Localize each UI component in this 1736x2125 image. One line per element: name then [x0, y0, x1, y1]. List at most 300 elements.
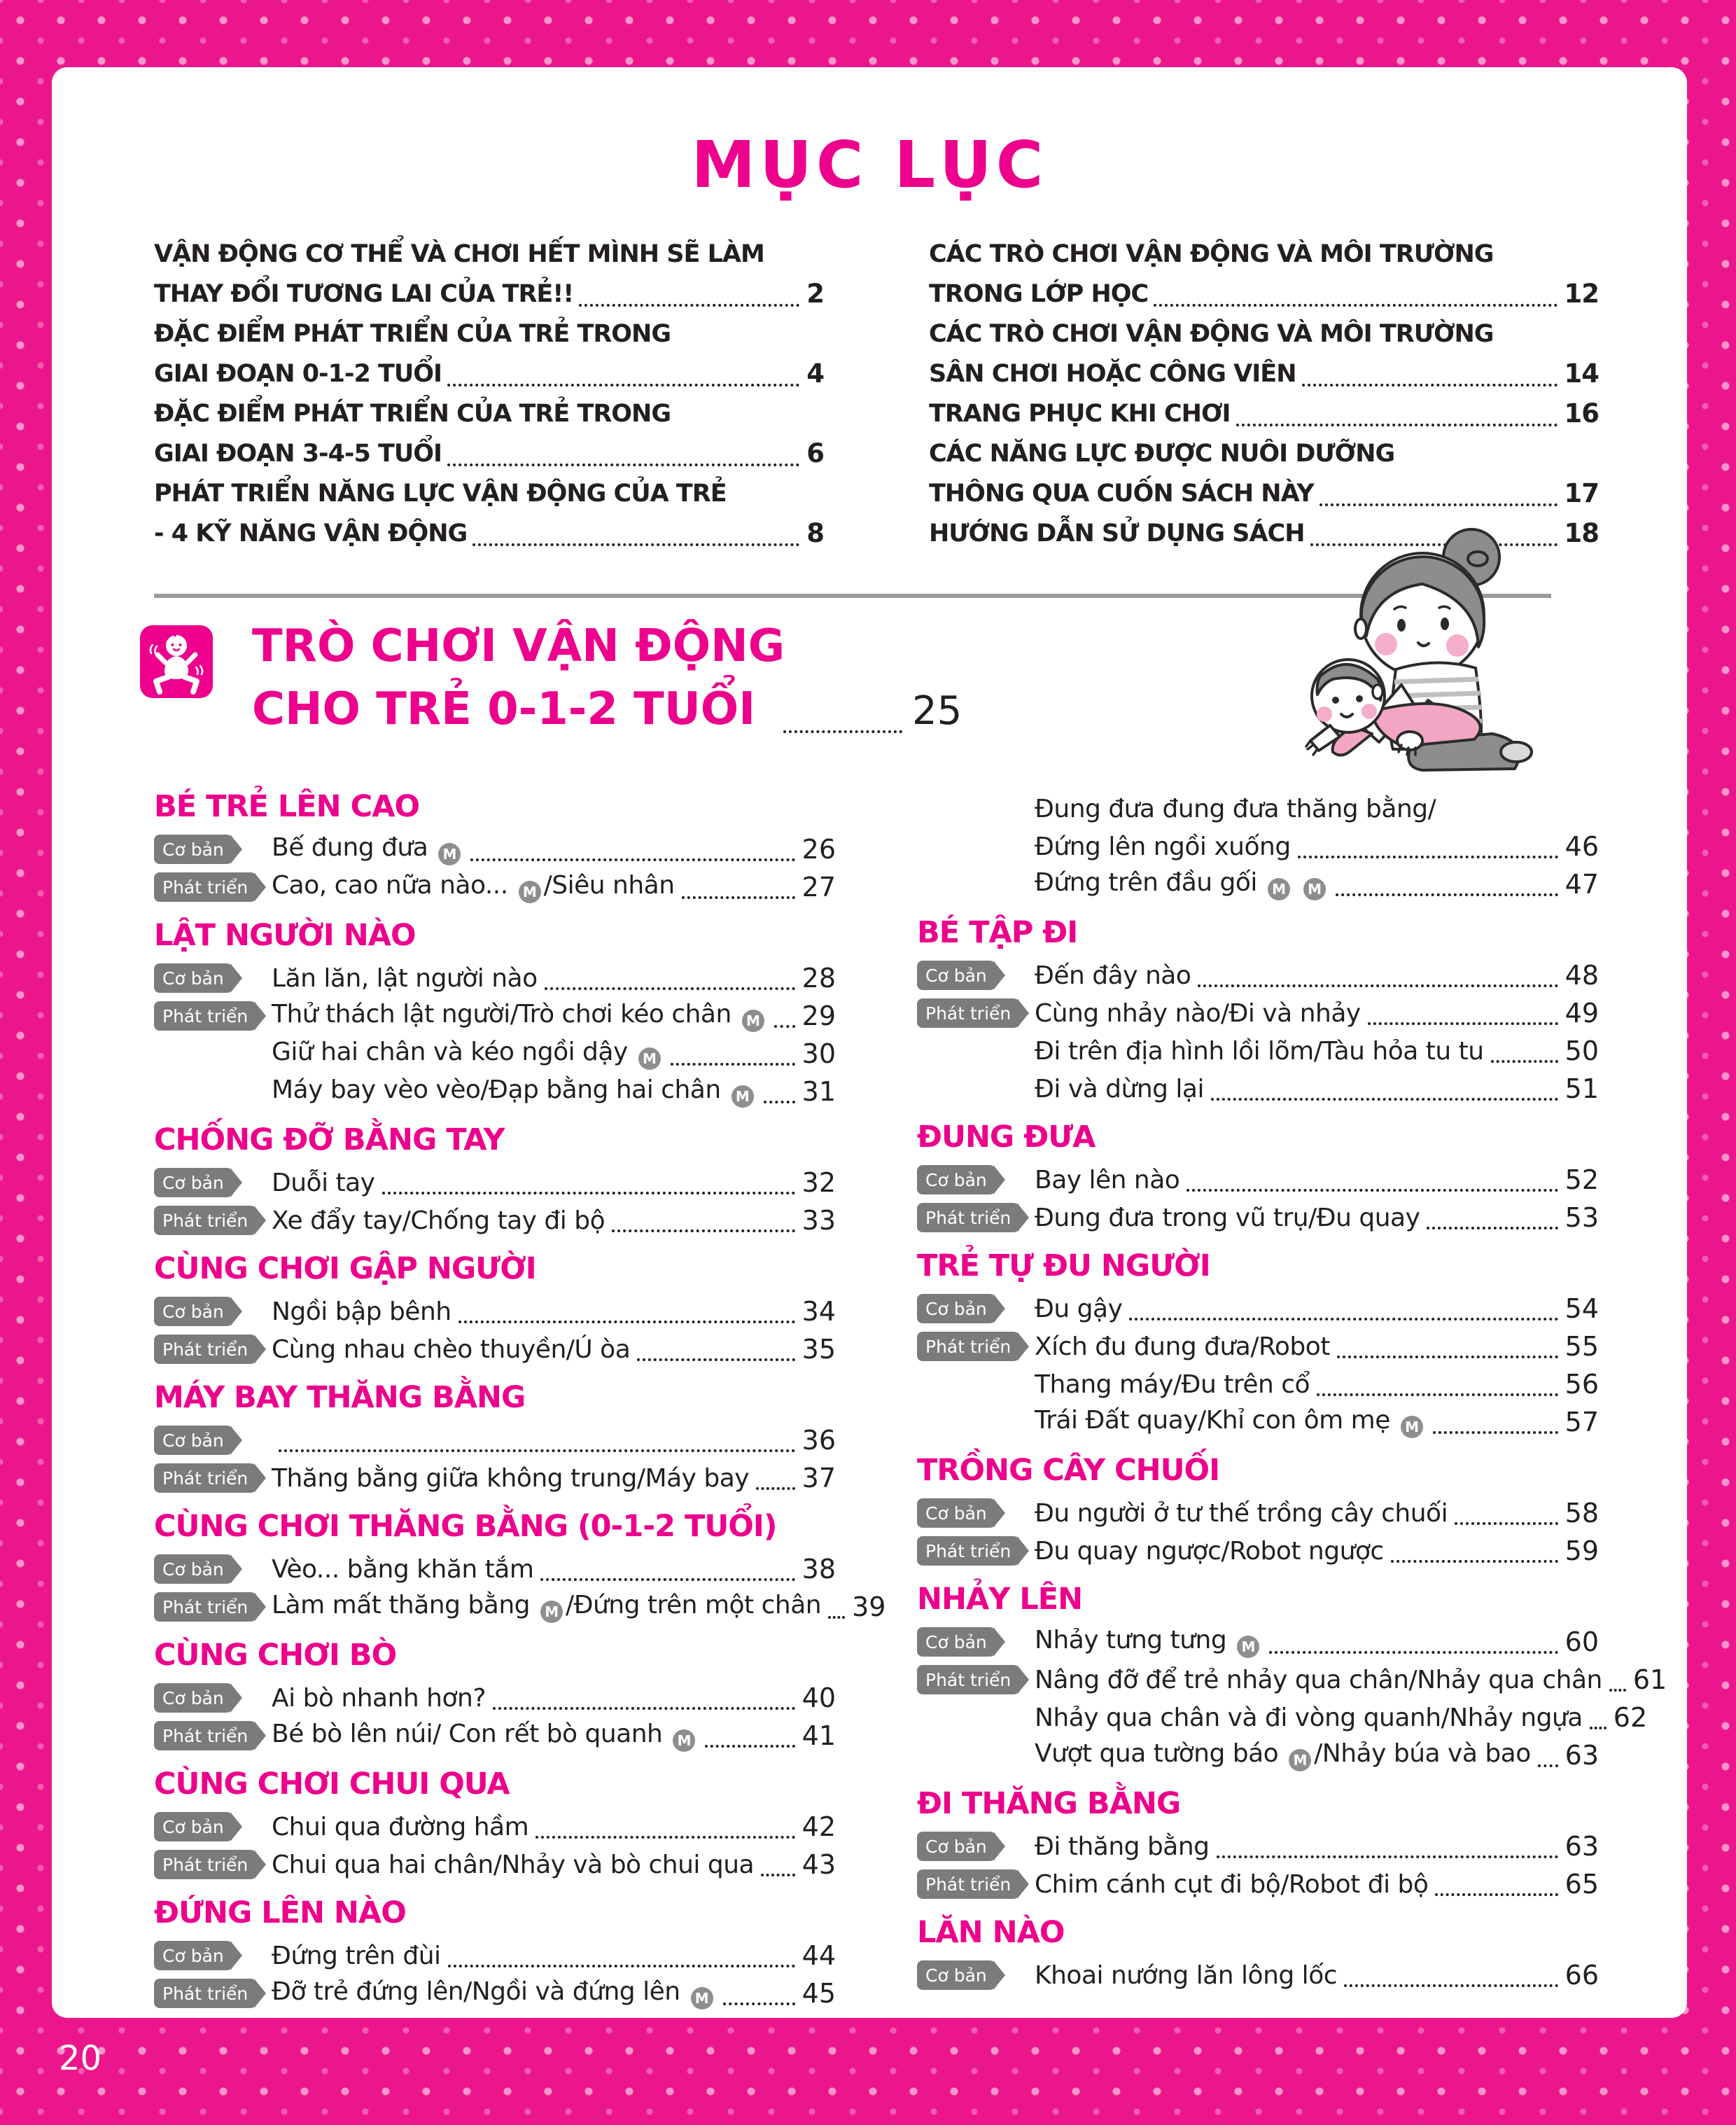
toc-entry-label: - 4 KỸ NĂNG VẬN ĐỘNG: [154, 519, 468, 548]
development-badge: Phát triển: [917, 1332, 1019, 1361]
page-content: [52, 67, 1687, 2018]
game-entry: [154, 1073, 836, 1110]
basic-badge: Cơ bản: [917, 1960, 995, 1990]
game-entry: [154, 1588, 886, 1626]
top-toc: [154, 234, 1599, 553]
leader-dots: [1186, 1189, 1558, 1192]
entry-badge-slot: [154, 1335, 272, 1364]
m-marker-icon: M: [1237, 1636, 1259, 1658]
leader-dots: [761, 1874, 795, 1876]
leader-dots: [1491, 1060, 1558, 1063]
development-badge: Phát triển: [154, 1335, 256, 1364]
leader-dots: [1211, 1098, 1558, 1101]
entry-page-number: 31: [802, 1076, 836, 1107]
m-marker-icon: M: [742, 1010, 764, 1032]
game-entry: [154, 868, 836, 906]
game-entry: [917, 790, 1599, 828]
entry-title: Làm mất thăng bằng M /Đứng trên một chân: [272, 1591, 821, 1623]
entry-title: Đứng lên ngồi xuống: [1035, 832, 1291, 861]
basic-badge: Cơ bản: [154, 1297, 232, 1326]
m-marker-icon: M: [1268, 878, 1290, 900]
entry-title: Đi trên địa hình lồi lõm/Tàu hỏa tu tu: [1035, 1036, 1484, 1066]
entry-badge-slot: [917, 1665, 1035, 1694]
game-category-header: ĐỨNG LÊN NÀO: [154, 1895, 406, 1930]
basic-badge: Cơ bản: [917, 1627, 995, 1657]
entry-title: Chui qua đường hầm: [272, 1812, 529, 1841]
toc-entry: [929, 274, 1599, 314]
entry-title: Nhảy tưng tưng M: [1035, 1626, 1262, 1658]
entry-badge-slot: [154, 1941, 272, 1970]
leader-dots: [723, 2002, 795, 2005]
toc-entry: [929, 314, 1599, 354]
game-entry: [154, 1808, 836, 1846]
m-marker-icon: M: [1401, 1416, 1423, 1438]
entry-badge-slot: [154, 1812, 272, 1841]
entry-title: Bay lên nào: [1035, 1165, 1180, 1194]
m-marker-icon: M: [519, 881, 541, 903]
entry-title: Đu quay ngược/Robot ngược: [1035, 1536, 1384, 1566]
game-entry: [154, 1937, 836, 1974]
game-category-header: CÙNG CHƠI CHUI QUA: [154, 1767, 510, 1802]
toc-entry-page-number: 12: [1564, 279, 1599, 309]
game-entry: [917, 1494, 1599, 1532]
entry-title: Bé bò lên núi/ Con rết bò quanh M: [272, 1720, 698, 1752]
mother-baby-illustration: [1305, 524, 1599, 773]
entry-page-number: 48: [1564, 960, 1599, 991]
entry-page-number: 56: [1564, 1369, 1599, 1400]
toc-entry-label: SÂN CHƠI HOẶC CÔNG VIÊN: [929, 359, 1296, 388]
leader-dots: [1590, 1727, 1606, 1729]
toc-entry: [154, 234, 824, 274]
game-category-section: [154, 919, 836, 1110]
entry-page-number: 51: [1564, 1073, 1599, 1104]
toc-entry-label: CÁC TRÒ CHƠI VẬN ĐỘNG VÀ MÔI TRƯỜNG: [929, 319, 1494, 348]
entry-title: Chui qua hai chân/Nhảy và bò chui qua: [272, 1850, 755, 1879]
game-entry: [154, 997, 836, 1035]
leader-dots: [637, 1358, 794, 1361]
toc-entry: [154, 274, 824, 314]
entry-title: Đi và dừng lại: [1035, 1074, 1204, 1103]
entry-title: Đỡ trẻ đứng lên/Ngồi và đứng lên M: [272, 1977, 716, 2009]
entry-badge-slot: [917, 1294, 1035, 1323]
game-category-header: CHỐNG ĐỠ BẰNG TAY: [154, 1122, 505, 1157]
basic-badge: Cơ bản: [917, 1498, 995, 1528]
entry-page-number: 32: [802, 1167, 836, 1198]
entry-title: Khoai nướng lăn lông lốc: [1035, 1960, 1338, 1990]
game-entry: [917, 1623, 1599, 1661]
leader-dots: [1391, 1560, 1558, 1563]
leader-dots: [540, 1578, 794, 1581]
games-left-column: [154, 789, 886, 2012]
m-marker-icon: M: [673, 1729, 695, 1752]
game-category-header: BÉ TẬP ĐI: [917, 915, 1078, 950]
game-entry: [154, 830, 836, 868]
entry-title: Vèo... bằng khăn tắm: [272, 1554, 534, 1584]
toc-entry-label: GIAI ĐOẠN 0-1-2 TUỔI: [154, 359, 442, 388]
development-badge: Phát triển: [917, 1665, 1019, 1694]
leader-dots: [1435, 1893, 1558, 1896]
entry-page-number: 49: [1564, 998, 1599, 1029]
entry-page-number: 44: [802, 1940, 836, 1971]
entry-title: Đi thăng bằng: [1035, 1832, 1210, 1861]
entry-title: Giữ hai chân và kéo ngồi dậy M: [272, 1038, 664, 1070]
game-entry: [154, 1330, 836, 1368]
entry-title: Máy bay vèo vèo/Đạp bằng hai chân M: [272, 1075, 757, 1108]
game-category-header: MÁY BAY THĂNG BẰNG: [154, 1380, 526, 1415]
entry-page-number: 62: [1613, 1702, 1648, 1733]
toc-entry: [154, 393, 824, 433]
m-marker-icon: M: [638, 1047, 661, 1070]
toc-entry-label: ĐẶC ĐIỂM PHÁT TRIỂN CỦA TRẺ TRONG: [154, 399, 671, 428]
game-category-section: [154, 1509, 886, 1626]
section-title-line2: CHO TRẺ 0-1-2 TUỔI: [252, 683, 755, 735]
leader-dots: [612, 1229, 795, 1232]
game-entry: [917, 1661, 1667, 1699]
game-category-header: LẬT NGƯỜI NÀO: [154, 918, 416, 953]
development-badge: Phát triển: [154, 1592, 256, 1622]
toc-entry: [929, 393, 1599, 433]
leader-dots: [1269, 1651, 1558, 1654]
game-category-section: [154, 1638, 836, 1755]
section-title-line1: TRÒ CHƠI VẬN ĐỘNG: [252, 620, 785, 672]
toc-entry: [154, 473, 824, 513]
entry-page-number: 59: [1564, 1535, 1599, 1566]
toc-entry-label: CÁC TRÒ CHƠI VẬN ĐỘNG VÀ MÔI TRƯỜNG: [929, 239, 1494, 268]
entry-page-number: 57: [1564, 1407, 1599, 1437]
entry-title: Vượt qua tường báo M /Nhảy búa và bao: [1035, 1739, 1531, 1771]
development-badge: Phát triển: [154, 1206, 256, 1235]
leader-dots: [1129, 1318, 1558, 1321]
game-entry: [917, 1827, 1599, 1865]
game-category-header: ĐI THĂNG BẰNG: [917, 1786, 1181, 1821]
basic-badge: Cơ bản: [154, 1812, 232, 1841]
game-entry: [917, 1328, 1599, 1365]
basic-badge: Cơ bản: [154, 1426, 232, 1455]
development-badge: Phát triển: [917, 998, 1019, 1028]
entry-title: Cao, cao nữa nào... M /Siêu nhân: [272, 871, 675, 903]
game-category-header: ĐUNG ĐƯA: [917, 1120, 1096, 1155]
entry-title: Đứng trên đùi: [272, 1941, 441, 1970]
leader-dots: [1217, 1855, 1558, 1858]
entry-badge-slot: [154, 1850, 272, 1879]
game-entry: [154, 1293, 836, 1330]
toc-entry-page-number: 8: [806, 518, 824, 548]
leader-dots: [1298, 856, 1558, 858]
entry-title: Đu người ở tư thế trồng cây chuối: [1035, 1498, 1448, 1528]
game-entry: [154, 1550, 836, 1588]
game-entry: [917, 956, 1599, 994]
entry-title: Ai bò nhanh hơn?: [272, 1683, 486, 1713]
game-entry: [154, 1717, 836, 1755]
entry-page-number: 28: [802, 963, 836, 994]
entry-badge-slot: [154, 1554, 272, 1584]
game-entry: [154, 1035, 836, 1073]
development-badge: Phát triển: [154, 872, 256, 902]
leader-dots: [447, 464, 799, 466]
game-entry: [917, 1736, 1599, 1774]
leader-dots: [682, 896, 795, 899]
game-entry: [154, 959, 836, 997]
toc-entry-label: PHÁT TRIỂN NĂNG LỰC VẬN ĐỘNG CỦA TRẺ: [154, 479, 727, 508]
leader-dots: [1344, 1984, 1558, 1987]
game-category-section: [917, 1916, 1599, 1994]
development-badge: Phát triển: [154, 1463, 256, 1493]
entry-title: Lăn lăn, lật người nào: [272, 963, 538, 993]
toc-entry-page-number: 16: [1564, 398, 1599, 429]
entry-page-number: 50: [1564, 1036, 1599, 1066]
game-entry: [917, 1070, 1599, 1108]
leader-dots: [470, 858, 794, 861]
basic-badge: Cơ bản: [154, 963, 232, 993]
toc-entry: [154, 433, 824, 473]
toc-entry-page-number: 18: [1564, 518, 1599, 548]
leader-dots: [1538, 1764, 1558, 1767]
entry-badge-slot: [154, 1979, 272, 2008]
entry-page-number: 40: [802, 1682, 836, 1713]
entry-page-number: 41: [802, 1720, 836, 1751]
entry-title: Xe đẩy tay/Chống tay đi bộ: [272, 1206, 606, 1235]
game-entry: [154, 1459, 836, 1497]
entry-page-number: 66: [1564, 1960, 1599, 1991]
entry-badge-slot: [917, 1165, 1035, 1194]
development-badge: Phát triển: [154, 1001, 256, 1031]
game-entry: [154, 1974, 836, 2012]
game-category-section: [154, 1767, 836, 1883]
leader-dots: [1302, 384, 1558, 386]
entry-title: Cùng nhảy nào/Đi và nhảy: [1035, 998, 1361, 1028]
top-toc-right-column: [929, 234, 1599, 553]
leader-dots: [756, 1487, 795, 1490]
basic-badge: Cơ bản: [154, 1168, 232, 1197]
toc-entry-label: HƯỚNG DẪN SỬ DỤNG SÁCH: [929, 519, 1305, 548]
leader-dots: [493, 1707, 795, 1710]
entry-badge-slot: [917, 1536, 1035, 1566]
toc-entry-label: TRANG PHỤC KHI CHƠI: [929, 399, 1231, 428]
leader-dots: [447, 384, 799, 386]
toc-entry-label: ĐẶC ĐIỂM PHÁT TRIỂN CỦA TRẺ TRONG: [154, 319, 671, 348]
entry-badge-slot: [917, 998, 1035, 1028]
entry-page-number: 46: [1564, 831, 1599, 862]
section-title: [252, 615, 962, 743]
entry-badge-slot: [154, 835, 272, 864]
entry-page-number: 38: [802, 1554, 836, 1584]
entry-title: Thử thách lật người/Trò chơi kéo chân M: [272, 1000, 767, 1032]
top-toc-left-column: [154, 234, 824, 553]
entry-badge-slot: [154, 1683, 272, 1713]
entry-page-number: 61: [1632, 1664, 1667, 1695]
entry-page-number: 54: [1564, 1293, 1599, 1324]
leader-dots: [472, 543, 799, 546]
development-badge: Phát triển: [917, 1536, 1019, 1566]
game-entry: [917, 828, 1599, 865]
folio-page-number: 20: [59, 2039, 102, 2078]
game-entry: [154, 1421, 836, 1459]
toc-entry-page-number: 17: [1564, 478, 1599, 508]
toc-entry: [929, 433, 1599, 473]
entry-page-number: 37: [802, 1463, 836, 1493]
entry-title: Đung đưa trong vũ trụ/Đu quay: [1035, 1203, 1420, 1232]
entry-page-number: 60: [1564, 1626, 1599, 1657]
basic-badge: Cơ bản: [917, 1294, 995, 1323]
game-category-header: TRẺ TỰ ĐU NGƯỜI: [917, 1248, 1210, 1283]
entry-page-number: 55: [1564, 1331, 1599, 1362]
leader-dots: [382, 1192, 795, 1194]
toc-entry-label: THÔNG QUA CUỐN SÁCH NÀY: [929, 479, 1314, 508]
entry-page-number: 34: [802, 1296, 836, 1327]
basic-badge: Cơ bản: [917, 1165, 995, 1194]
game-category-section: [917, 1249, 1599, 1441]
entry-page-number: 63: [1564, 1831, 1599, 1862]
toc-entry: [154, 513, 824, 553]
game-category-section: [917, 1787, 1599, 1903]
game-entry: [917, 1699, 1648, 1736]
basic-badge: Cơ bản: [154, 1683, 232, 1713]
game-entry: [917, 1161, 1599, 1199]
entry-badge-slot: [154, 963, 272, 993]
toc-entry-label: TRONG LỚP HỌC: [929, 279, 1149, 308]
game-category-header: CÙNG CHƠI BÒ: [154, 1638, 397, 1673]
game-category-section: [917, 790, 1599, 903]
m-marker-icon: M: [732, 1085, 754, 1108]
toc-entry-label: VẬN ĐỘNG CƠ THỂ VÀ CHƠI HẾT MÌNH SẼ LÀM: [154, 239, 764, 268]
leader-dots: [828, 1616, 845, 1619]
entry-title: Trái Đất quay/Khỉ con ôm mẹ M: [1035, 1406, 1426, 1438]
toc-entry: [929, 234, 1599, 274]
leader-dots: [1337, 1356, 1558, 1358]
game-entry: [154, 1679, 836, 1717]
entry-page-number: 63: [1564, 1740, 1599, 1771]
entry-title: Thăng bằng giữa không trung/Máy bay: [272, 1463, 750, 1493]
page-title: MỤC LỤC: [691, 127, 1048, 202]
game-entry: [917, 1032, 1599, 1070]
m-marker-icon: M: [691, 1987, 713, 2009]
development-badge: Phát triển: [154, 1850, 256, 1879]
entry-title: Thang máy/Đu trên cổ: [1035, 1370, 1310, 1399]
section-page-number: 25: [912, 688, 962, 734]
game-entry: [917, 1865, 1599, 1903]
game-category-section: [154, 1381, 836, 1497]
game-category-section: [917, 1120, 1599, 1236]
game-entry: [917, 994, 1599, 1032]
game-entry: [917, 1403, 1599, 1441]
development-badge: Phát triển: [917, 1869, 1019, 1899]
leader-dots: [1236, 424, 1558, 426]
toc-entry-page-number: 6: [806, 438, 824, 468]
entry-page-number: 29: [802, 1001, 836, 1031]
game-category-section: [154, 1252, 836, 1368]
game-entry: [917, 1532, 1599, 1570]
entry-badge-slot: [154, 1721, 272, 1750]
entry-page-number: 26: [802, 834, 836, 865]
entry-title: Đến đây nào: [1035, 961, 1191, 990]
game-category-header: BÉ TRẺ LÊN CAO: [154, 789, 420, 824]
entry-badge-slot: [154, 872, 272, 902]
basic-badge: Cơ bản: [917, 961, 995, 990]
leader-dots: [1368, 1022, 1558, 1025]
development-badge: Phát triển: [154, 1979, 256, 2008]
game-category-header: TRỒNG CÂY CHUỐI: [917, 1453, 1220, 1488]
entry-badge-slot: [154, 1168, 272, 1197]
entry-title: Chim cánh cụt đi bộ/Robot đi bộ: [1035, 1869, 1429, 1899]
leader-dots: [545, 987, 795, 990]
leader-dots: [671, 1063, 795, 1066]
toc-entry-page-number: 14: [1564, 358, 1599, 389]
entry-title: Nâng đỡ để trẻ nhảy qua chân/Nhảy qua chân: [1035, 1665, 1602, 1694]
leader-dots: [1427, 1227, 1558, 1229]
entry-badge-slot: [154, 1297, 272, 1326]
game-entry: [917, 865, 1599, 903]
entry-badge-slot: [917, 961, 1035, 990]
development-badge: Phát triển: [154, 1721, 256, 1750]
game-category-section: [917, 1582, 1667, 1774]
game-entry: [917, 1956, 1599, 1994]
entry-badge-slot: [154, 1463, 272, 1493]
entry-badge-slot: [917, 1832, 1035, 1861]
game-category-header: CÙNG CHƠI THĂNG BẰNG (0-1-2 TUỔI): [154, 1509, 777, 1544]
m-marker-icon: M: [540, 1601, 563, 1623]
entry-title: Đu gậy: [1035, 1294, 1123, 1323]
toc-entry-label: CÁC NĂNG LỰC ĐƯỢC NUÔI DƯỠNG: [929, 439, 1395, 468]
leader-dots: [536, 1836, 795, 1839]
entry-page-number: 47: [1564, 869, 1599, 900]
leader-dots: [279, 1449, 795, 1452]
m-marker-icon: M: [438, 843, 461, 865]
entry-page-number: 30: [802, 1038, 836, 1069]
game-entry: [154, 1164, 836, 1201]
entry-page-number: 42: [802, 1811, 836, 1842]
leader-dots: [1433, 1431, 1558, 1434]
game-category-section: [154, 790, 836, 906]
toc-entry: [929, 473, 1599, 513]
entry-title: Đung đưa đung đưa thăng bằng/: [1035, 794, 1436, 823]
entry-page-number: 53: [1564, 1202, 1599, 1233]
m-marker-icon: M: [1289, 1749, 1311, 1771]
entry-page-number: 52: [1564, 1164, 1599, 1195]
game-entry: [154, 1201, 836, 1239]
entry-page-number: 35: [802, 1334, 836, 1365]
entry-title: Xích đu đung đưa/Robot: [1035, 1332, 1330, 1361]
entry-page-number: 33: [802, 1205, 836, 1236]
entry-badge-slot: [154, 1592, 272, 1622]
basic-badge: Cơ bản: [154, 1941, 232, 1970]
game-entry: [917, 1199, 1599, 1236]
entry-badge-slot: [917, 1203, 1035, 1232]
entry-title: Nhảy qua chân và đi vòng quanh/Nhảy ngựa: [1035, 1703, 1583, 1732]
baby-icon: [140, 625, 213, 698]
entry-page-number: 39: [852, 1591, 886, 1622]
development-badge: Phát triển: [917, 1203, 1019, 1232]
leader-dots: [774, 1025, 795, 1028]
entry-title: Duỗi tay: [272, 1168, 375, 1197]
toc-entry-page-number: 4: [806, 358, 824, 389]
leader-dots: [1609, 1689, 1626, 1692]
leader-dots: [448, 1965, 795, 1967]
toc-entry: [154, 354, 824, 393]
entry-title: Đứng trên đầu gối M M: [1035, 868, 1329, 900]
toc-entry-label: THAY ĐỔI TƯƠNG LAI CỦA TRẺ!!: [154, 279, 574, 308]
game-category-section: [917, 916, 1599, 1108]
m-marker-icon: M: [1303, 878, 1326, 900]
game-entry: [154, 1846, 836, 1883]
entry-badge-slot: [917, 1627, 1035, 1657]
entry-page-number: 58: [1564, 1498, 1599, 1528]
game-category-header: LĂN NÀO: [917, 1915, 1065, 1950]
leader-dots: [579, 304, 799, 307]
toc-entry-label: GIAI ĐOẠN 3-4-5 TUỔI: [154, 439, 442, 468]
entry-badge-slot: [154, 1206, 272, 1235]
basic-badge: Cơ bản: [917, 1832, 995, 1861]
games-right-column: [917, 790, 1667, 1994]
